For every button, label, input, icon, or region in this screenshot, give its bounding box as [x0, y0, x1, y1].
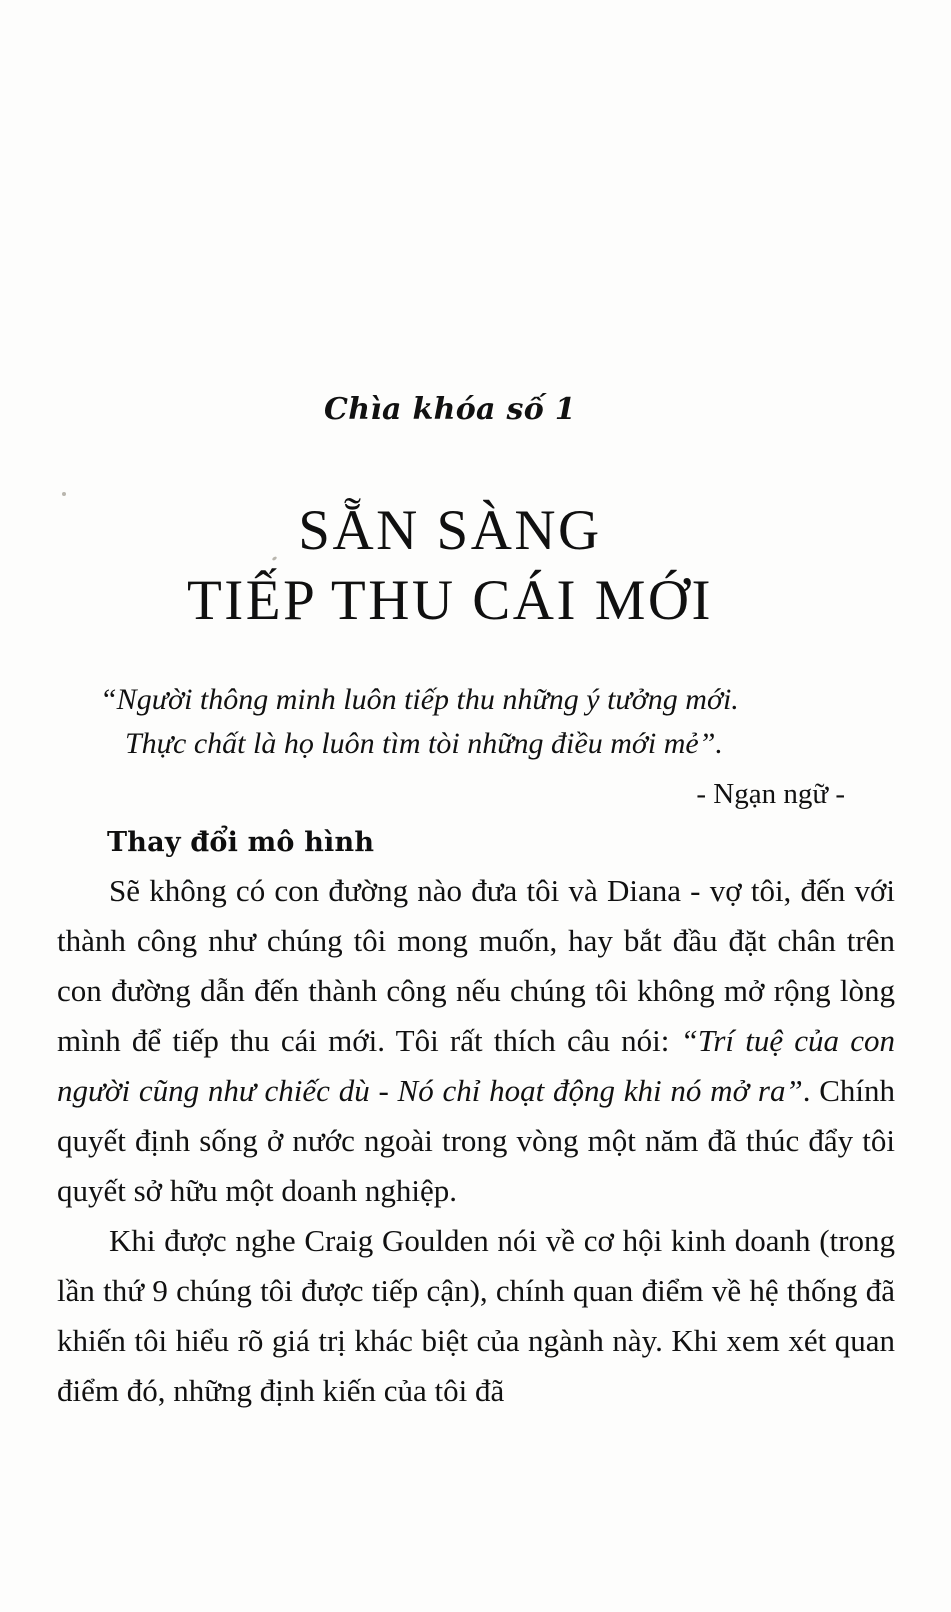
- section-heading: Thay đổi mô hình: [107, 827, 375, 858]
- page-title-line-1: SẴN SÀNG: [298, 499, 602, 562]
- epigraph-line-1: “Người thông minh luôn tiếp thu những ý tưởng mới.: [100, 683, 739, 716]
- paragraph-1-text-a: Sẽ không có con đường nào đưa tôi và Diana - vợ tôi, đến với thành công như chúng tôi mong muốn, hay bắt đầu đặt chân trên con đường dẫn đến thành công nếu chúng tôi không mở rộng lòng mình để tiếp thu cái mới. Tôi rất thích câu nói:: [57, 873, 895, 1058]
- epigraph-attribution: - Ngạn ngữ -: [696, 778, 845, 810]
- chapter-kicker: Chìa khóa số 1: [324, 392, 576, 427]
- paragraph-1-quote: “Trí tuệ của con người cũng như chiếc dù - Nó chỉ hoạt động khi nó mở ra”: [57, 1023, 896, 1108]
- epigraph: [100, 678, 860, 767]
- page-content: [55, 0, 900, 1612]
- paragraph-1-text-b: . Chính quyết định sống ở nước ngoài trong vòng một năm đã thúc đẩy tôi quyết sở hữu một doanh nghiệp.: [57, 1073, 895, 1208]
- body-text: [57, 866, 895, 1416]
- epigraph-line-2: Thực chất là họ luôn tìm tòi những điều mới mẻ”.: [125, 727, 723, 761]
- page-title: [55, 500, 845, 631]
- paragraph-1: [57, 866, 895, 1216]
- paragraph-2: Khi được nghe Craig Goulden nói về cơ hội kinh doanh (trong lần thứ 9 chúng tôi được tiếp cận), chính quan điểm về hệ thống đã khiến tôi hiểu rõ giá trị khác biệt của ngành này. Khi xem xét quan điểm đó, những định kiến của tôi đã: [57, 1223, 895, 1408]
- page-title-line-2: TIẾP THU CÁI MỚI: [186, 568, 714, 632]
